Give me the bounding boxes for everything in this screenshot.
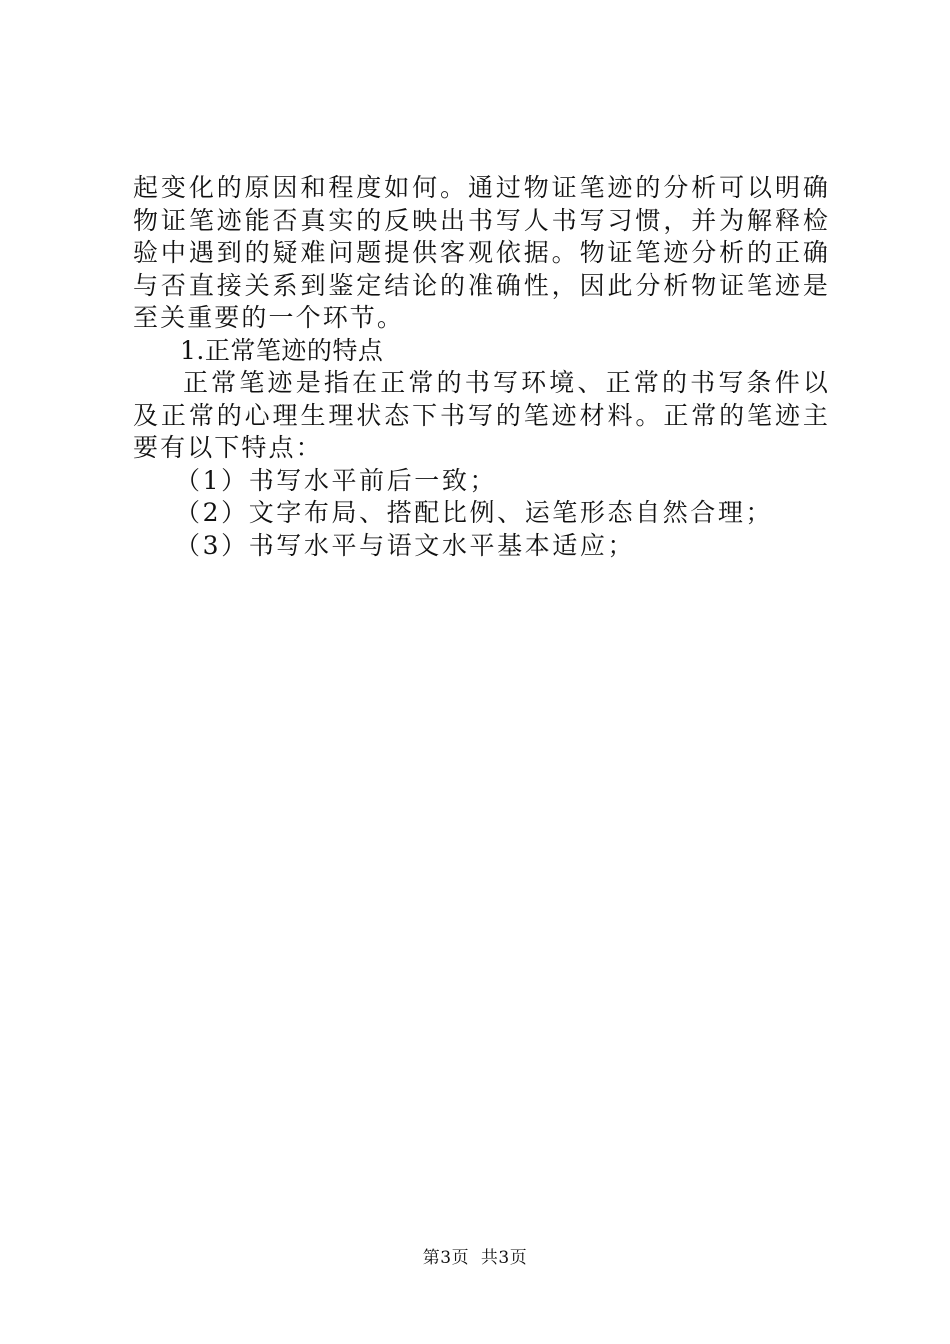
section-heading: 1.正常笔迹的特点 <box>180 335 384 365</box>
page-footer <box>0 1243 950 1268</box>
body-paragraph: 起变化的原因和程度如何。通过物证笔迹的分析可以明确物证笔迹能否真实的反映出书写人书写习惯，并为解释检验中遇到的疑难问题提供客观依据。物证笔迹分析的正确与否直接关系到鉴定结论的准确性，因此分析物证笔迹是至关重要的一个环节。 <box>133 173 830 332</box>
footer-separator <box>469 1248 481 1268</box>
page-number: 第3页 <box>422 1248 470 1268</box>
section-body-paragraph: 正常笔迹是指在正常的书写环境、正常的书写条件以及正常的心理生理状态下书写的笔迹材料。正常的笔迹主要有以下特点： <box>133 368 830 462</box>
list-item: （3）书写水平与语文水平基本适应； <box>175 530 636 560</box>
page-total: 共3页 <box>480 1248 528 1268</box>
list-item: （2）文字布局、搭配比例、运笔形态自然合理； <box>175 498 774 527</box>
page-body <box>133 172 830 562</box>
list-item: （1）书写水平前后一致； <box>175 465 498 495</box>
